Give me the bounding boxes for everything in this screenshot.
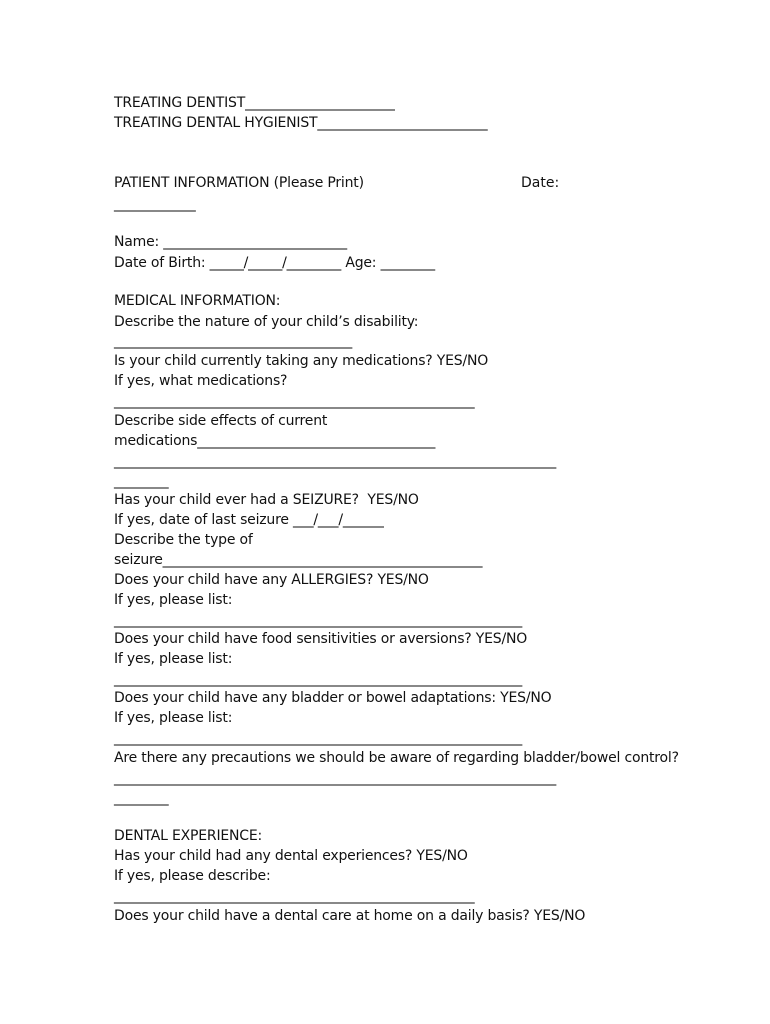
treating-hygienist-field[interactable]: TREATING DENTAL HYGIENIST_________________________ — [114, 115, 488, 131]
name-field[interactable]: Name: ___________________________ — [114, 234, 347, 250]
medications-question: Is your child currently taking any medications? YES/NO — [114, 353, 489, 369]
side-effects-field[interactable]: medications___________________________________ — [114, 433, 436, 449]
precautions-field[interactable]: _________________________________________________________________ — [114, 770, 557, 786]
allergies-question: Does your child have any ALLERGIES? YES/NO — [114, 572, 429, 588]
dob-age-field[interactable]: Date of Birth: _____/_____/________ Age: ________ — [114, 255, 435, 271]
date-label: Date: — [521, 175, 560, 191]
side-effects-question: Describe side effects of current — [114, 413, 328, 429]
seizure-question: Has your child ever had a SEIZURE? YES/NO — [114, 492, 419, 508]
disability-question: Describe the nature of your child’s disability: — [114, 314, 419, 330]
seizure-type-field[interactable]: seizure_______________________________________________ — [114, 552, 483, 568]
bladder-question: Does your child have any bladder or bowel adaptations: YES/NO — [114, 690, 552, 706]
dental-experience-question: Has your child had any dental experiences? YES/NO — [114, 848, 468, 864]
seizure-type-question: Describe the type of — [114, 532, 253, 548]
patient-info-heading: PATIENT INFORMATION (Please Print) — [114, 175, 364, 191]
medications-followup: If yes, what medications? — [114, 373, 288, 389]
allergies-field[interactable]: ____________________________________________________________ — [114, 612, 523, 628]
medications-field[interactable]: _____________________________________________________ — [114, 393, 475, 409]
bladder-followup: If yes, please list: — [114, 710, 233, 726]
medical-heading: MEDICAL INFORMATION: — [114, 293, 281, 309]
dental-heading: DENTAL EXPERIENCE: — [114, 828, 263, 844]
allergies-followup: If yes, please list: — [114, 592, 233, 608]
date-field[interactable]: ____________ — [114, 196, 196, 212]
precautions-field-tail[interactable]: ________ — [114, 790, 169, 806]
disability-field[interactable]: ___________________________________ — [114, 333, 353, 349]
home-care-question: Does your child have a dental care at home on a daily basis? YES/NO — [114, 908, 586, 924]
dental-experience-field[interactable]: _____________________________________________________ — [114, 888, 475, 904]
food-sensitivity-followup: If yes, please list: — [114, 651, 233, 667]
treating-dentist-field[interactable]: TREATING DENTIST______________________ — [114, 95, 395, 111]
dental-experience-followup: If yes, please describe: — [114, 868, 271, 884]
side-effects-field-continued[interactable]: _________________________________________________________________ — [114, 453, 557, 469]
food-sensitivity-field[interactable]: ____________________________________________________________ — [114, 671, 523, 687]
food-sensitivity-question: Does your child have food sensitivities or aversions? YES/NO — [114, 631, 528, 647]
precautions-question: Are there any precautions we should be aware of regarding bladder/bowel control? — [114, 750, 679, 766]
bladder-field[interactable]: ____________________________________________________________ — [114, 730, 523, 746]
side-effects-field-tail[interactable]: ________ — [114, 473, 169, 489]
seizure-date-field[interactable]: If yes, date of last seizure ___/___/______ — [114, 512, 384, 528]
